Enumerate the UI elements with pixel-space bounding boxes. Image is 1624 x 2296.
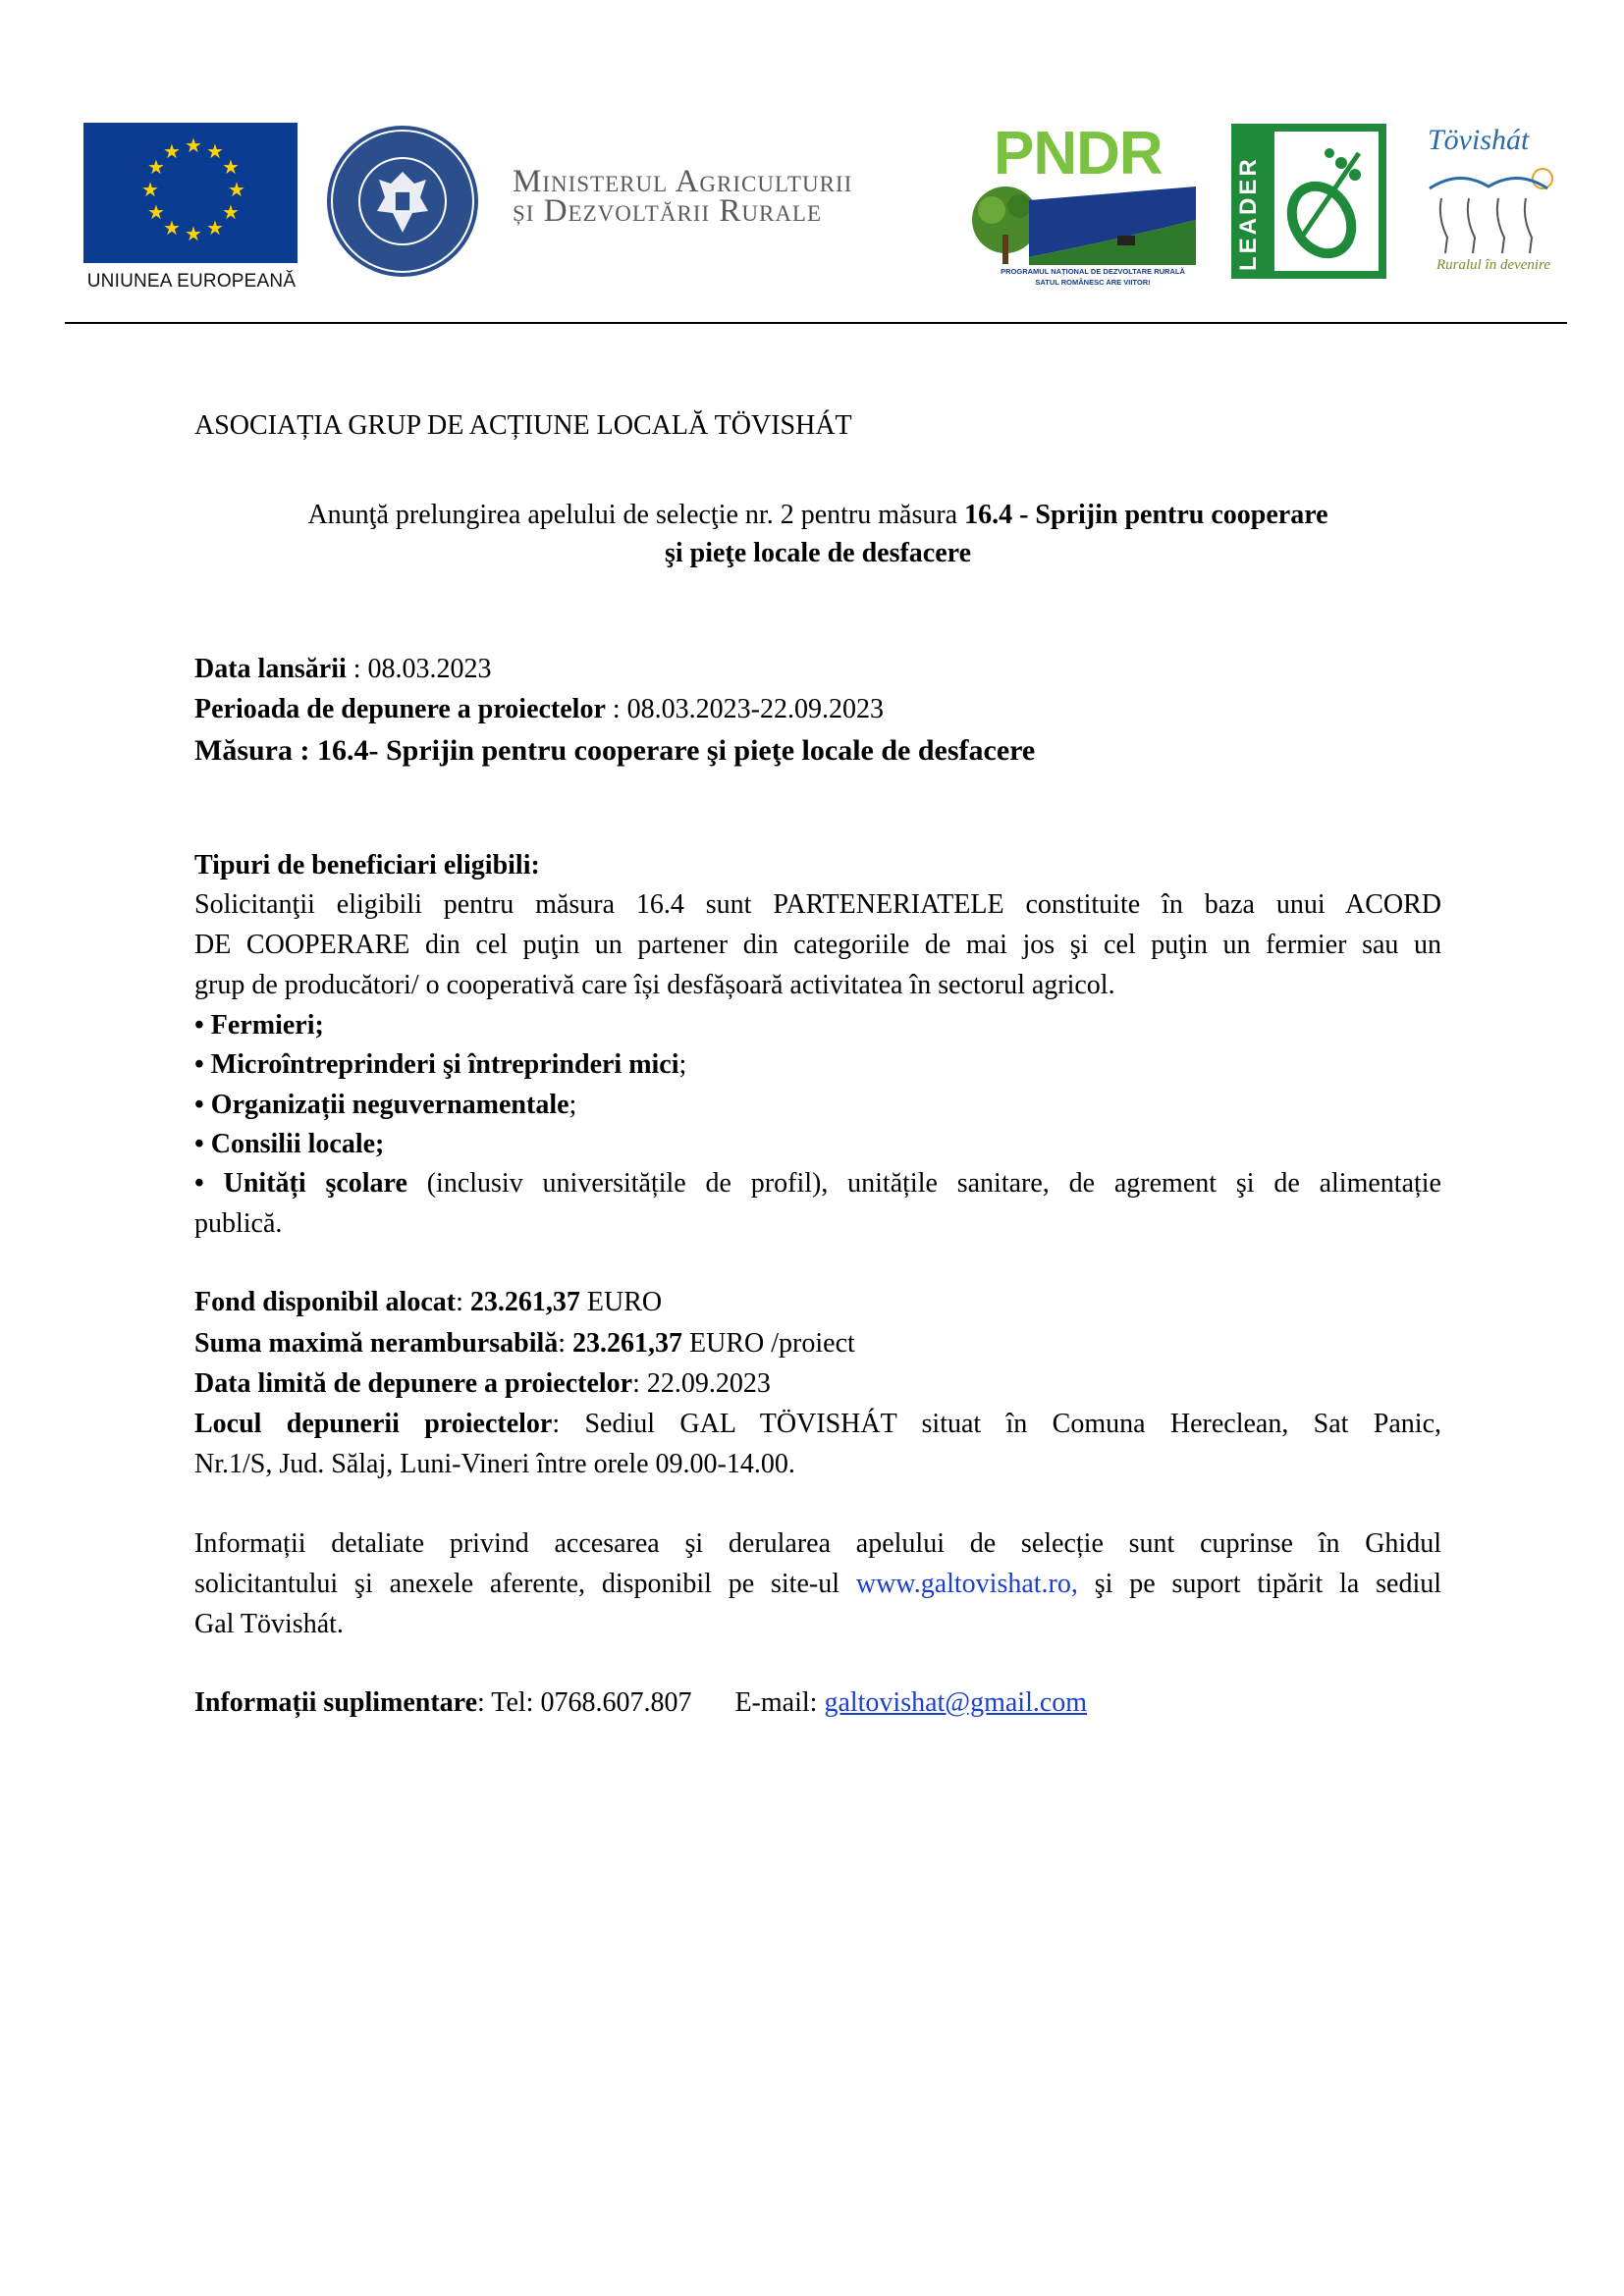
tovishat-figures-icon xyxy=(1420,159,1567,257)
announcement-measure-cont: şi pieţe locale de desfacere xyxy=(664,538,972,568)
beneficiary-item-text: • Microîntreprinderi şi întreprinderi mici xyxy=(194,1049,679,1080)
beneficiary-item-text: • Unități şcolare xyxy=(194,1168,407,1199)
available-fund-label: Fond disponibil alocat xyxy=(194,1287,457,1317)
eu-flag-icon xyxy=(83,123,298,263)
announcement-line-2 xyxy=(194,533,1441,573)
government-seal-logo xyxy=(324,123,481,280)
measure-line xyxy=(194,730,1035,771)
pndr-landscape-icon xyxy=(970,181,1196,265)
available-fund-colon: : xyxy=(456,1287,470,1317)
beneficiary-item-punct: ; xyxy=(568,1090,577,1120)
leader-logo xyxy=(1231,124,1386,279)
submission-location-line-2: Nr.1/S, Jud. Sălaj, Luni-Vineri între orele 09.00-14.00. xyxy=(194,1449,795,1479)
eu-label: UNIUNEA EUROPEANĂ xyxy=(86,271,297,292)
submission-location-label: Locul depunerii proiectelor xyxy=(194,1409,553,1439)
tovishat-wordmark: Tövishát xyxy=(1428,124,1530,156)
svg-text:★: ★ xyxy=(163,216,181,240)
info-line-3: Gal Tövishát. xyxy=(194,1609,344,1639)
beneficiary-item-microintreprinderi xyxy=(194,1044,686,1085)
ministry-name-line1: Ministerul Agriculturii xyxy=(513,164,853,199)
leader-wordmark: LEADER xyxy=(1235,156,1262,271)
svg-text:★: ★ xyxy=(206,216,224,240)
beneficiary-item-text: • Organizații neguvernamentale xyxy=(194,1090,569,1120)
beneficiaries-heading xyxy=(194,845,540,885)
svg-text:★: ★ xyxy=(222,155,240,179)
launch-date-value: : 08.03.2023 xyxy=(346,654,492,684)
svg-text:★: ★ xyxy=(147,155,165,179)
max-grant-colon: : xyxy=(558,1328,573,1359)
ministry-name-line2: și Dezvoltării Rurale xyxy=(513,193,823,229)
info-text: solicitantului şi anexele aferente, disponibil pe site-ul xyxy=(194,1569,856,1599)
tovishat-logo xyxy=(1420,124,1567,281)
info-line-1: Informații detaliate privind accesarea şi derularea apelului de selecție sunt cuprinse în Ghidul xyxy=(194,1528,1441,1559)
extra-info xyxy=(194,1682,1087,1723)
email-link[interactable]: galtovishat@gmail.com xyxy=(824,1687,1088,1718)
announcement-text: Anunţă prelungirea apelului de selecţie nr. 2 pentru măsura xyxy=(307,500,965,530)
email-label: E-mail: xyxy=(734,1687,825,1718)
website-link[interactable]: www.galtovishat.ro, xyxy=(855,1569,1078,1599)
max-grant-unit: EURO /proiect xyxy=(682,1328,855,1359)
pndr-wordmark: PNDR xyxy=(994,120,1163,187)
beneficiaries-heading-text: Tipuri de beneficiari eligibili: xyxy=(194,850,540,881)
svg-text:★: ★ xyxy=(206,139,224,163)
svg-text:★: ★ xyxy=(141,178,159,201)
eu-logo xyxy=(83,123,299,294)
submission-deadline-label: Data limită de depunere a proiectelor xyxy=(194,1368,633,1399)
header-divider xyxy=(65,322,1567,324)
submission-period xyxy=(194,689,884,729)
launch-date-label: Data lansării xyxy=(194,654,347,684)
submission-location-value: : Sediul GAL TÖVISHÁT situat în Comuna Hereclean, Sat Panic, xyxy=(552,1409,1441,1439)
announcement-line-1 xyxy=(194,495,1441,535)
available-fund-unit: EURO xyxy=(579,1287,663,1317)
svg-text:★: ★ xyxy=(228,178,245,201)
extra-info-label: Informații suplimentare xyxy=(194,1687,478,1718)
info-line-2 xyxy=(194,1564,1441,1604)
svg-text:★: ★ xyxy=(163,139,181,163)
pndr-logo xyxy=(970,120,1196,289)
tovishat-caption: Ruralul în devenire xyxy=(1435,257,1551,273)
ministry-logo xyxy=(513,164,945,229)
beneficiary-item-text: • Fermieri; xyxy=(194,1010,324,1041)
beneficiary-item-ong xyxy=(194,1085,576,1125)
pndr-caption-1: PROGRAMUL NAȚIONAL DE DEZVOLTARE RURALĂ xyxy=(1001,267,1185,276)
announcement-measure: 16.4 - Sprijin pentru cooperare xyxy=(964,500,1328,530)
info-text-cont: şi pe suport tipărit la sediul xyxy=(1077,1569,1442,1599)
launch-date xyxy=(194,649,492,689)
svg-text:★: ★ xyxy=(222,200,240,224)
submission-deadline xyxy=(194,1363,771,1404)
beneficiary-item-unitati xyxy=(194,1163,1441,1203)
beneficiary-item-fermieri xyxy=(194,1005,324,1045)
beneficiary-item-consilii xyxy=(194,1124,384,1164)
pndr-caption-2: SATUL ROMÂNESC ARE VIITOR! xyxy=(1035,278,1151,287)
submission-period-label: Perioada de depunere a proiectelor xyxy=(194,694,606,724)
svg-text:★: ★ xyxy=(185,133,202,157)
submission-location-line-1 xyxy=(194,1404,1441,1444)
organization-title: ASOCIAȚIA GRUP DE ACȚIUNE LOCALĂ TÖVISHÁT xyxy=(194,410,852,441)
svg-text:★: ★ xyxy=(147,200,165,224)
beneficiaries-para-line-2: DE COOPERARE din cel puţin un partener din categoriile de mai jos şi cel puţin un fermier sau un xyxy=(194,930,1441,960)
submission-period-value: : 08.03.2023-22.09.2023 xyxy=(605,694,885,724)
available-fund-amount: 23.261,37 xyxy=(469,1287,580,1317)
available-fund xyxy=(194,1282,662,1322)
beneficiary-item-text: • Consilii locale; xyxy=(194,1129,385,1159)
max-grant xyxy=(194,1323,855,1363)
submission-deadline-value: : 22.09.2023 xyxy=(632,1368,771,1399)
phone-number: : Tel: 0768.607.807 xyxy=(477,1687,692,1718)
beneficiary-item-unitati-cont: publică. xyxy=(194,1208,283,1239)
beneficiaries-para-line-3: grup de producători/ o cooperativă care își desfășoară activitatea în sectorul agricol. xyxy=(194,970,1115,1000)
beneficiaries-para-line-1: Solicitanţii eligibili pentru măsura 16.4 sunt PARTENERIATELE constituite în baza unui ACORD xyxy=(194,889,1441,920)
max-grant-amount: 23.261,37 xyxy=(572,1328,683,1359)
max-grant-label: Suma maximă nerambursabilă xyxy=(194,1328,559,1359)
svg-text:★: ★ xyxy=(185,222,202,245)
measure-text: Măsura : 16.4- Sprijin pentru cooperare şi pieţe locale de desfacere xyxy=(194,734,1036,767)
beneficiary-item-detail: (inclusiv universitățile de profil), unitățile sanitare, de agrement şi de alimentație xyxy=(406,1168,1441,1199)
beneficiary-item-punct: ; xyxy=(678,1049,687,1080)
